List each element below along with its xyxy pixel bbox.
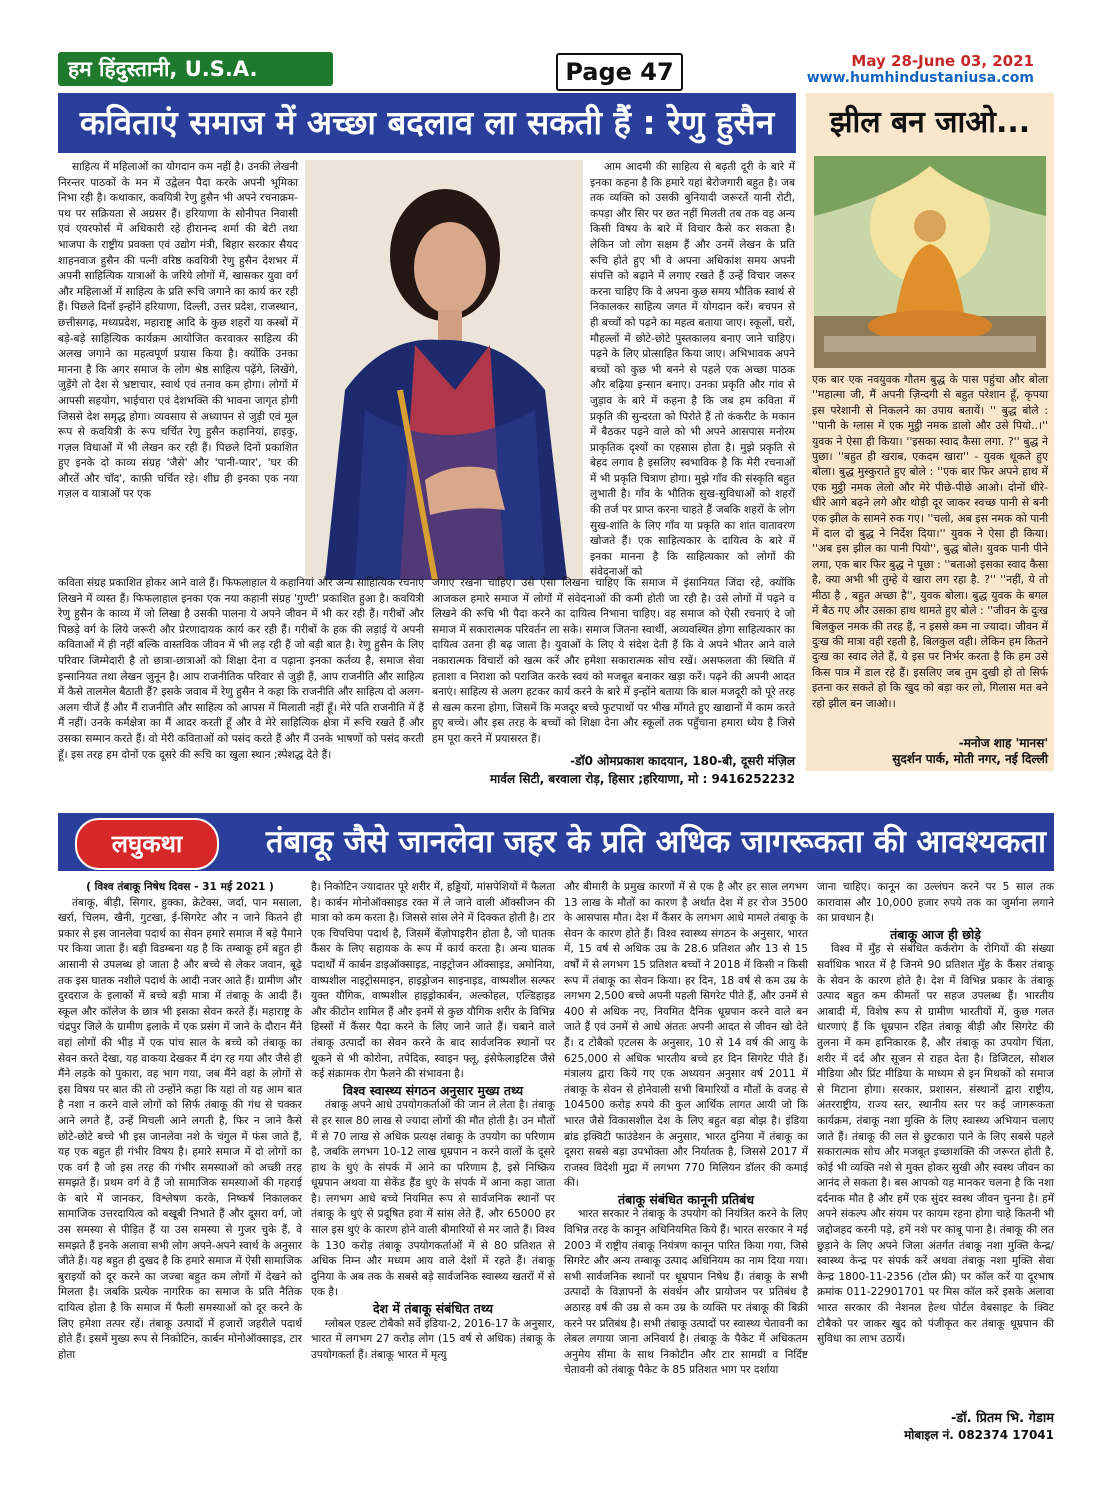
article1-col2-text: आम आदमी की साहित्य से बढ़ती दूरी के बारे में इनका कहना है कि हमारे यहां बेरोजगारी बहुत है। जब तक व्यक्ति को उसकी बुनियादी जरूरतें यानी रोटी, कपड़ा और सिर पर छत नहीं मिलती तब तक वह अन्य किसी विषय के बारे में विचार कैसे कर सकता है। लेकिन जो लोग सक्षम हैं और उनमें लेखन के प्रति रूचि होते हुए भी वे अपना अधिकांश समय अपनी संपत्ति को बढ़ाने में लगाए रखते हैं उन्हें विचार जरूर करना चाहिए कि वे अपना कुछ समय भौतिक स्वार्थ से निकालकर साहित्य जगत में योगदान करें। बचपन से ही बच्चों को पढ़ने का महत्व बताया जाए। स्कूलों, घरों, मौहल्लों में छोटे-छोटे पुस्तकालय बनाए जाने चाहिए। पढ़ने के लिए प्रोत्साहित किया जाए। अभिभावक अपने बच्चों को कुछ भी बनने से पहले एक अच्छा पाठक और बढ़िया इन्सान बनाए। उनका प्रकृति और गांव से जुड़ाव के बारे में कहना है कि जब हम कविता में प्रकृति की सुन्दरता को पिरोते हैं तो कंकरीट के मकान में बैठकर पढ़ने वाले को भी अपने आसपास मनोरम प्राकृतिक दृश्यों का एहसास होता है। मुझे प्रकृति से बेहद लगाव है इसलिए स्वभाविक है कि मेरी रचनाओं में भी प्रकृति चित्राण होगा। मुझे गाँव की संस्कृति बहुत लुभाती है। गाँव के भौतिक सुख-सुविधाओं को शहरों की तर्ज पर प्राप्त करना चाहते हैं जबकि शहरों के लोग सुख-शांति के लिए गाँव या प्रकृति का शांत वातावरण खोजते हैं। एक साहित्यकार के दायित्व के बारे में इनका मानना है कि साहित्यकार को लोगों की संवेदनाओं को: [590, 161, 795, 579]
article2-c2b-text: तंबाकू अपने आधे उपयोगकर्ताओं की जान ले लेता है। तंबाकू से हर साल 80 लाख से ज्यादा लोगों की मौत होती है। उन मौतों में से 70 लाख से अधिक प्रत्यक्ष तंबाकू के उपयोग का परिणाम है, जबकि लगभग 10-12 लाख धूम्रपान न करने वालों के दूसरे हाथ के धुएं के संपर्क में आने का परिणाम है, इसे निष्क्रिय धूम्रपान अथवा या सेकेंड हैंड धुएं के संपर्क में आना कहा जाता है। लगभग आधे बच्चे नियमित रूप से सार्वजनिक स्थानों पर तंबाकू के धुएं से प्रदूषित हवा में सांस लेते हैं, और 65000 हर साल इस धुएं के कारण होने वाली बीमारियों से मर जाते हैं। विश्व के 130 करोड़ तंबाकू उपयोगकर्ताओं में से 80 प्रतिशत से अधिक निम्न और मध्यम आय वाले देशों में रहते हैं। तंबाकू दुनिया के अब तक के सबसे बड़े सार्वजनिक स्वास्थ्य खतरों में से एक है।: [311, 1099, 555, 1299]
article2-c4-text: जाना चाहिए। कानून का उल्लंघन करने पर 5 साल तक कारावास और 10,000 हजार रुपये तक का जुर्माना लगाने का प्रावधान है।: [817, 881, 1054, 925]
portrait-illustration: [305, 160, 583, 580]
category-tag: [75, 818, 219, 870]
article2-c2-text: है। निकोटिन ज्यादातर पूरे शरीर में, हड्डियों, मांसपेशियों में फैलता है। कार्बन मोनोऑक्साइड रक्त में ले जाने वाली ऑक्सीजन की मात्रा को कम करता है। जिससे सांस लेने में दिक्कत होती है। टार एक चिपचिपा पदार्थ है, जिसमें बेंज़ोपाइरीन होता है, जो घातक कैंसर के लिए सहायक के रूप में कार्य करता है। अन्य घातक पदार्थों में कार्बन डाइऑक्साइड, नाइट्रोजन ऑक्साइड, अमोनिया, वाष्पशील नाइट्रोसमाइन, हाइड्रोजन साइनाइड, वाष्पशील सल्फर युक्त यौगिक, वाष्पशील हाइड्रोकार्बन, अल्कोहल, एल्डिहाइड और कीटोन शामिल हैं और इनमें से कुछ यौगिक शरीर के विभिन्न हिस्सों में कैंसर पैदा करने के लिए जाने जाते हैं। चबाने वाले तंबाकू उत्पादों का सेवन करने के बाद सार्वजनिक स्थानों पर थूकने से भी कोरोना, तपेदिक, स्वाइन फ्लू, इंसेफेलाइटिस जैसे कई संक्रामक रोग फैलने की संभावना है।: [311, 881, 555, 1081]
article2-subhead-country: देश में तंबाकू संबंधित तथ्य: [373, 1301, 493, 1317]
article2-c3-text: और बीमारी के प्रमुख कारणों में से एक है और हर साल लगभग 13 लाख के मौतों का कारण है अर्थात देश में हर रोज 3500 के आसपास मौत। देश में कैंसर के लगभग आधे मामले तंबाकू के सेवन के कारण होते हैं। विश्व स्वास्थ्य संगठन के अनुसार, भारत में, 15 वर्ष से अधिक उम्र के 28.6 प्रतिशत और 13 से 15 वर्षों में से लगभग 15 प्रतिशत बच्चों ने 2018 में किसी न किसी रूप में तंबाकू का सेवन किया। हर दिन, 18 वर्ष से कम उम्र के लगभग 2,500 बच्चे अपनी पहली सिगरेट पीते हैं, और उनमें से 400 से अधिक नए, नियमित दैनिक धूम्रपान करने वाले बन जाते हैं एवं उनमें से आधे अंततः अपनी आदत से जीवन खो देते हैं। द टोबैको एटलस के अनुसार, 10 से 14 वर्ष की आयु के 625,000 से अधिक भारतीय बच्चे हर दिन सिगरेट पीते हैं। मंत्रालय द्वारा किये गए एक अध्ययन अनुसार वर्ष 2011 में तंबाकू के सेवन से होनेवाली सभी बिमारियों व मौतों के वजह से 104500 करोड़ रुपये की कुल आर्थिक लागत आयी जो कि भारत जैसे विकासशील देश के लिए बहुत बड़ा बोझ है। इंडिया ब्रांड इक्विटी फाउंडेशन के अनुसार, भारत दुनिया में तंबाकू का दूसरा सबसे बड़ा उपभोक्ता और निर्यातक है, जिससे 2017 में राजस्व विदेशी मुद्रा में लगभग 770 मिलियन डॉलर की कमाई की।: [564, 881, 808, 1190]
headline-2: तंबाकू जैसे जानलेवा जहर के प्रति अधिक जागरूकता की आवश्यकता: [265, 824, 1047, 860]
buddha-illustration: [814, 156, 1046, 368]
article1-column2: [590, 160, 795, 582]
article2-c2c-text: ग्लोबल एडल्ट टोबैको सर्वे इंडिया-2, 2016-17 के अनुसार, भारत में लगभग 27 करोड़ लोग (15 वर्ष से अधिक) तंबाकू के उपयोगकर्ता हैं। तंबाकू भारत में मृत्यु: [311, 1317, 555, 1361]
article1-column1: [58, 160, 298, 572]
article1-address: मार्वल सिटी, बरवाला रोड़, हिसार ;हरियाणा, मो : 9416252232: [489, 772, 795, 786]
headline-banner: [58, 93, 796, 153]
article2-c1-text: तंबाकू, बीड़ी, सिगार, हुक्का, क्रेटेक्स, जर्दा, पान मसाला, खर्रा, चिलम, खैनी, गुटखा, ई-सिगरेट और न जाने कितने ही प्रकार से इस जानलेवा पदार्थ का सेवन हमारे समाज में बड़े पैमाने पर किया जाता हैं। बड़ी विडम्बना यह है कि तम्बाकू हमें बहुत ही आसानी से उपलब्ध हो जाता है और बच्चे से लेकर जवान, बूढ़े तक इस घातक नशीले पदार्थ के आदी नजर आते हैं। ग्रामीण और दुरदराज के इलाकों में बच्चे बड़ी मात्रा में तंबाकू के आदी हैं। स्कूल और कॉलेज के छात्र भी इसका सेवन करते हैं। महाराष्ट्र के चंद्रपुर जिले के ग्रामीण इलाके में एक प्रसंग में जाने के दौरान मैंने वहां लोगों की भीड़ में एक पांच साल के बच्चे को तंबाकू का सेवन करते देखा, यह वाकया देखकर मैं दंग रह गया और जैसे ही मैंने लड़के को पुकारा, वह भाग गया, जब मैंने वहां के लोगों से इस विषय पर बात की तो उन्होंने कहा कि यहां तो यह आम बात है नशा न करने वाले लोगों को सिर्फ तंबाकू की गंध से चक्कर आने लगते हैं, उन्हें मिचली आने लगती है, फिर न जाने कैसे छोटे-छोटे बच्चे भी इस जानलेवा नशे के चंगुल में फंस जाते हैं, यह एक बहुत ही गंभीर विषय है। हमारे समाज में दो लोगों का एक वर्ग है जो इस तरह की गंभीर समस्याओं को अच्छी तरह समझते हैं। प्रथम वर्ग वे हैं जो सामाजिक समस्याओं की गहराई के बारे में जानकर, विश्लेषण करके, निष्कर्ष निकालकर सामाजिक उत्तरदायित्व को बखूबी निभाते हैं और दूसरा वर्ग, जो उस समस्या से पीड़ित हैं या उस समस्या से गुजर चुके हैं, वे समझते हैं इनके अलावा सभी लोग अपने-अपने स्वार्थ के अनुसार जीते हैं। यह बहुत ही दुखद है कि हमारे समाज में ऐसी सामाजिक बुराइयों को दूर करने का जज्बा बहुत कम लोगों में देखने को मिलता है। जबकि प्रत्येक नागरिक का समाज के प्रति नैतिक दायित्व होता है कि समाज में फैली समस्याओं को दूर करने के लिए हमेशा तत्पर रहें। तंबाकू उत्पादों में हजारों जहरीले पदार्थ होते हैं। इसमें मुख्य रूप से निकोटिन, कार्बन मोनोऑक्साइड, टार होता: [58, 896, 302, 1361]
issue-date: May 28-June 03, 2021: [851, 52, 1034, 70]
category-tag-label: लघुकथा: [111, 830, 183, 858]
article1-col2-lower-text: जगाए रखना चाहिए। उसे ऐसा लिखना चाहिए कि समाज में इंसानियत जिंदा रहे, क्योंकि आजकल हमारे समाज में लोगों में संवेदनाओं की कमी होती जा रही है। उसे लोगों में पढ़ने व लिखने की रूचि भी पैदा करने का दायित्व निभाना चाहिए। वह समाज को ऐसी रचनाएं दे जो समाज में सकारात्मक परिवर्तन ला सके। समाज जितना स्वार्थी, अव्यवस्थित होगा साहित्यकार का दायित्व उतना ही बढ़ जाता है। युवाओं के लिए ये संदेश देती हैं कि वे अपने भीतर आने वाले नकारात्मक विचारों को खत्म करें और हमेशा सकारात्मक सोच रखें। असफलता की स्थिति में हताशा व निराशा को पराजित करके स्वयं को मजबूत बनाकर खड़ा करें। पढ़ने की अपनी आदत बनाएं। साहित्य से अलग हटकर कार्य करने के बारे में इन्होंने बताया कि बाल मजदूरी को पूरे तरह से खत्म करना होगा, जिसमें कि मजदूर बच्चे फुटपाथों पर भीख माँगते हुए खाद्यानों में काम करते हुए बच्चे। और इस तरह के बच्चों को शिक्षा देना और स्कूलों तक पहुँचाना हमारा ध्येय है जिसे हम पूरा करने में प्रयासरत हैं।: [432, 577, 795, 745]
article2-subhead-quit: तंबाकू आज ही छोड़े: [890, 926, 981, 942]
buddha-image: [814, 156, 1046, 368]
article1-column2-lower: [432, 576, 795, 748]
headline: कविताएं समाज में अच्छा बदलाव ला सकती हैं : रेणु हुसैन: [79, 103, 775, 142]
sidebar-story: [812, 372, 1048, 710]
article2-column3: [564, 880, 808, 1440]
article1-colwide-text: कविता संग्रह प्रकाशित होकर आने वाले हैं। फिफलाहाल ये कहानियां और अन्य साहित्यिक रचनाएं लिखने में व्यस्त हैं। फिफलाहाल इनका एक नया कहानी संग्रह 'गुण्टी' प्रकाशित हुआ है। कवयित्री रेणु हुसैन के काव्य में जो लिखा है उसकी पालना ये अपने जीवन में भी कर रही हैं। गरीबों और पिछड़े वर्ग के लिये जरूरी और प्रेरणादायक कार्य कर रही हैं। गरीबों के हक की लड़ाई ये अपनी कविताओं में ही नहीं बल्कि वास्तविक जीवन में भी लड़ रही हैं जो बड़ी बात है। रेणु हुसैन के लिए परिवार जिम्मेदारी है तो छात्रा-छात्राओं को शिक्षा देना व पढ़ाना इनका कर्तव्य है, समाज सेवा इन्सानियत तथा लेखन जुनून है। आप राजनीतिक परिवार से जुड़ी हैं, आप राजनीति और साहित्य में कैसे तालमेल बैठाती हैं? इसके जवाब में रेणु हुसैन ने कहा कि राजनीति और साहित्य दो अलग-अलग चीजें हैं और मैं राजनीति और साहित्य को आपस में मिलाती नहीं हूँ। मेरे पति राजनीति में हैं मैं नहीं। उनके कर्मक्षेत्रा का मैं आदर करती हूँ और वे मेरे साहित्यिक क्षेत्रा में रूचि रखते हैं और उसका सम्मान करते हैं। वो मेरी कविताओं को पसंद करते हैं और मैं उनके भाषणों को पसंद करती हूँ। इस तरह हम दोनों एक दूसरे की रूचि का खुला स्थान ;स्पेशद्ध देते हैं।: [58, 577, 424, 761]
article2-dateline: ( विश्व तंबाकू निषेध दिवस - 31 मई 2021 ): [86, 881, 274, 893]
sidebar-story-text: एक बार एक नवयुवक गौतम बुद्ध के पास पहुंचा और बोला ''महात्मा जी, मैं अपनी ज़िन्दगी से बहुत परेशान हूँ, कृपया इस परेशानी से निकलने का उपाय बतायें। '' बुद्ध बोले : ''पानी के ग्लास में एक मुट्ठी नमक डालो और उसे पियो..।'' युवक ने ऐसा ही किया। ''इसका स्वाद कैसा लगा. ?'' बुद्ध ने पुछा। ''बहुत ही खराब, एकदम खारा'' - युवक थूकते हुए बोला। बुद्ध मुस्कुराते हुए बोले : ''एक बार फिर अपने हाथ में एक मुट्ठी नमक लेलो और मेरे पीछे-पीछे आओ। दोनों धीरे-धीरे आगे बढ़ने लगे और थोड़ी दूर जाकर स्वच्छ पानी से बनी एक झील के सामने रुक गए। ''चलो, अब इस नमक को पानी में दाल दो बुद्ध ने निर्देश दिया।'' युवक ने ऐसा ही किया। ''अब इस झील का पानी पियो'', बुद्ध बोले। युवक पानी पीने लगा, एक बार फिर बुद्ध ने पूछा : ''बताओ इसका स्वाद कैसा है, क्या अभी भी तुम्हे ये खारा लग रहा है. ?'' ''नहीं, ये तो मीठा है , बहुत अच्छा है'', युवक बोला। बुद्ध युवक के बगल में बैठ गए और उसका हाथ थामते हुए बोले : ''जीवन के दुःख बिलकुल नमक की तरह हैं, न इससे कम ना ज्यादा। जीवन में दुःख की मात्रा वही रहती है, बिलकुल वही। लेकिन हम कितने दुःख का स्वाद लेते हैं, ये इस पर निर्भर करता है कि हम उसे किस पात्र में डाल रहे हैं। इसलिए जब तुम दुखी हो तो सिर्फ इतना कर सकते हो कि खुद को बड़ा कर लो, गिलास मत बने रहो झील बन जाओ।।: [812, 373, 1048, 710]
sidebar-address: सुदर्शन पार्क, मोती नगर, नई दिल्ली: [892, 752, 1048, 766]
article1-author: -डॉ0 ओमप्रकाश कादयान, 180-बी, दूसरी मंज़िल: [570, 754, 795, 768]
article2-subhead-who: विश्व स्वास्थ्य संगठन अनुसार मुख्य तथ्य: [342, 1082, 524, 1098]
article2-column2: [311, 880, 555, 1440]
article2-author: -डॉ. प्रितम भि. गेडाम: [950, 1411, 1054, 1426]
article1-col1-text: साहित्य में महिलाओं का योगदान कम नहीं है। उनकी लेखनी निरन्तर पाठकों के मन में उद्वेलन पैदा करके अपनी भूमिका निभा रही है। कथाकार, कवयित्री रेणु हुसैन भी अपने रचनाक्रम-पथ पर सक्रियता से अग्रसर हैं। हरियाणा के सोनीपत निवासी एवं एयरफोर्स में अधिकारी रहे हीरानन्द शर्मा की बेटी तथा भाजपा के राष्ट्रीय प्रवक्ता एवं उद्योग मंत्री, बिहार सरकार सैयद शाहनवाज हुसैन की पत्नी वरिष्ठ कवयित्री रेणु हुसैन देशभर में अपनी साहित्यिक यात्राओं के जरिये लोगों में, खासकर युवा वर्ग और महिलाओं में साहित्य के प्रति रूचि जगाने का कार्य कर रही हैं। पिछले दिनों इन्होंने हरियाणा, दिल्ली, उत्तर प्रदेश, राजस्थान, छत्तीसगढ़, मध्यप्रदेश, महाराष्ट्र आदि के कुछ शहरों या कस्बों में बड़े-बड़े साहित्यिक कार्यक्रम आयोजित करवाकर साहित्य की अलख जगाने का महत्वपूर्ण प्रयास किया है। क्योंकि उनका मानना है कि अगर समाज के लोग श्रेष्ठ साहित्य पढ़ेंगे, लिखेंगे, जुड़ेंगे तो देश से भ्रष्टाचार, स्वार्थ एवं तनाव कम होगा। लोगों में आपसी सहयोग, भाईचारा एवं देशभक्ति की भावना जागृत होगी जिससे देश समृद्ध होगा। व्यवसाय से अध्यापन से जुड़ी एवं मूल रूप से कवयित्री के रूप चर्चित रेणु हुसैन कहानियां, हाइकु, गज़ल विधाओं में भी लेखन कर रही हैं। पिछले दिनों प्रकाशित हुए इनके दो काव्य संग्रह 'जैसे' और 'पानी-प्यार', 'घर की औरतें और चाँद', काफ़ी चर्चित रहे। शीघ्र ही इनका एक नया गज़ल व यात्राओं पर एक: [58, 161, 298, 501]
website-link[interactable]: www.humhindustaniusa.com: [806, 70, 1034, 86]
article2-phone: मोबाइल नं. 082374 17041: [904, 1428, 1054, 1442]
article1-column-wide: [58, 576, 424, 794]
article2-c4b-text: विश्व में मुँह से संबंधित कर्करोग के रोगियों की संख्या सर्वाधिक भारत में है जिनमे 90 प्रतिशत मुँह के कैंसर तंबाकू के सेवन के कारण होते है। देश में विभिन्न प्रकार के तंबाकू उत्पाद बहुत कम कीमतों पर सहज उपलब्ध हैं। भारतीय आबादी में, विशेष रूप से ग्रामीण भारतीयों में, कुछ गलत धारणाएं हैं कि धूम्रपान रहित तंबाकू बीड़ी और सिगरेट की तुलना में कम हानिकारक है, और तंबाकू का उपयोग चिंता, शरीर में दर्द और सूजन से राहत देता है। डिजिटल, सोशल मीडिया और प्रिंट मीडिया के माध्यम से इन मिथकों को समाज से मिटाना होगा। सरकार, प्रशासन, संस्थानों द्वारा राष्ट्रीय, अंतरराष्ट्रीय, राज्य स्तर, स्थानीय स्तर पर कई जागरूकता कार्यक्रम, तंबाकू नशा मुक्ति के लिए स्वास्थ्य अभियान चलाए जाते हैं। तंबाकू की लत से छुटकारा पाने के लिए सबसे पहले सकारात्मक सोच और मजबूत इच्छाशक्ति की जरूरत होती है, कोई भी व्यक्ति नशे से मुक्त होकर सुखी और स्वस्थ जीवन का आनंद ले सकता है। बस आपको यह मानकर चलना है कि नशा दर्दनाक मौत है और हमें एक सुंदर स्वस्थ जीवन चुनना है। हमें अपने संकल्प और संयम पर कायम रहना होगा चाहे कितनी भी जद्दोजहद करनी पड़े, हमें नशे पर काबू पाना है। तंबाकू की लत छुड़ाने के लिए अपने जिला अंतर्गत तंबाकू नशा मुक्ति केन्द्र/स्वास्थ्य केन्द्र पर संपर्क करें अथवा तंबाकू नशा मुक्ति सेवा केन्द्र 1800-11-2356 (टोल फ्री) पर कॉल करें या दूरभाष क्रमांक 011-22901701 पर मिस कॉल करें इसके अलावा भारत सरकार की नेशनल हेल्थ पोर्टल वेबसाइट के क्विट टोबैको पर जाकर खुद को पंजीकृत कर तंबाकू धूम्रपान की सुविधा का लाभ उठायें।: [817, 943, 1054, 1346]
article2-c3b-text: भारत सरकार ने तंबाकू के उपयोग को नियंत्रित करने के लिए विभिन्न तरह के कानून अधिनियमित किये हैं। भारत सरकार ने मई 2003 में राष्ट्रीय तंबाकू नियंत्रण कानून पारित किया गया, जिसे सिगरेट और अन्य तम्बाकू उत्पाद अधिनियम का नाम दिया गया। सभी सार्वजनिक स्थानों पर धूम्रपान निषेध हैं। तंबाकू के सभी उत्पादों के विज्ञापनों के संवर्धन और प्रायोजन पर प्रतिबंध है अठारह वर्ष की उम्र से कम उम्र के व्यक्ति पर तंबाकू की बिक्री करने पर प्रतिबंध है। सभी तंबाकू उत्पादों पर स्वास्थ्य चेतावनी का लेबल लगाया जाना अनिवार्य है। तंबाकू के पैकेट में अधिकतम अनुमेय सीमा के साथ निकोटीन और टार सामग्री व निर्दिष्ट चेतावनी को तंबाकू पैकेट के 85 प्रतिशत भाग पर दर्शाया: [564, 1208, 808, 1377]
article2-column1: [58, 880, 302, 1440]
article2-subhead-legal: तंबाकू संबंधित कानूनी प्रतिबंध: [617, 1191, 755, 1207]
page-number: Page 47: [556, 53, 683, 91]
sidebar-author: -मनोज शाह 'मानस': [958, 736, 1048, 750]
masthead-title: हम हिंदुस्तानी, U.S.A.: [68, 57, 258, 81]
author-portrait: [305, 160, 583, 580]
article2-column4: [817, 880, 1054, 1402]
sidebar-title: झील बन जाओ...: [829, 105, 1031, 140]
masthead: [58, 52, 333, 86]
